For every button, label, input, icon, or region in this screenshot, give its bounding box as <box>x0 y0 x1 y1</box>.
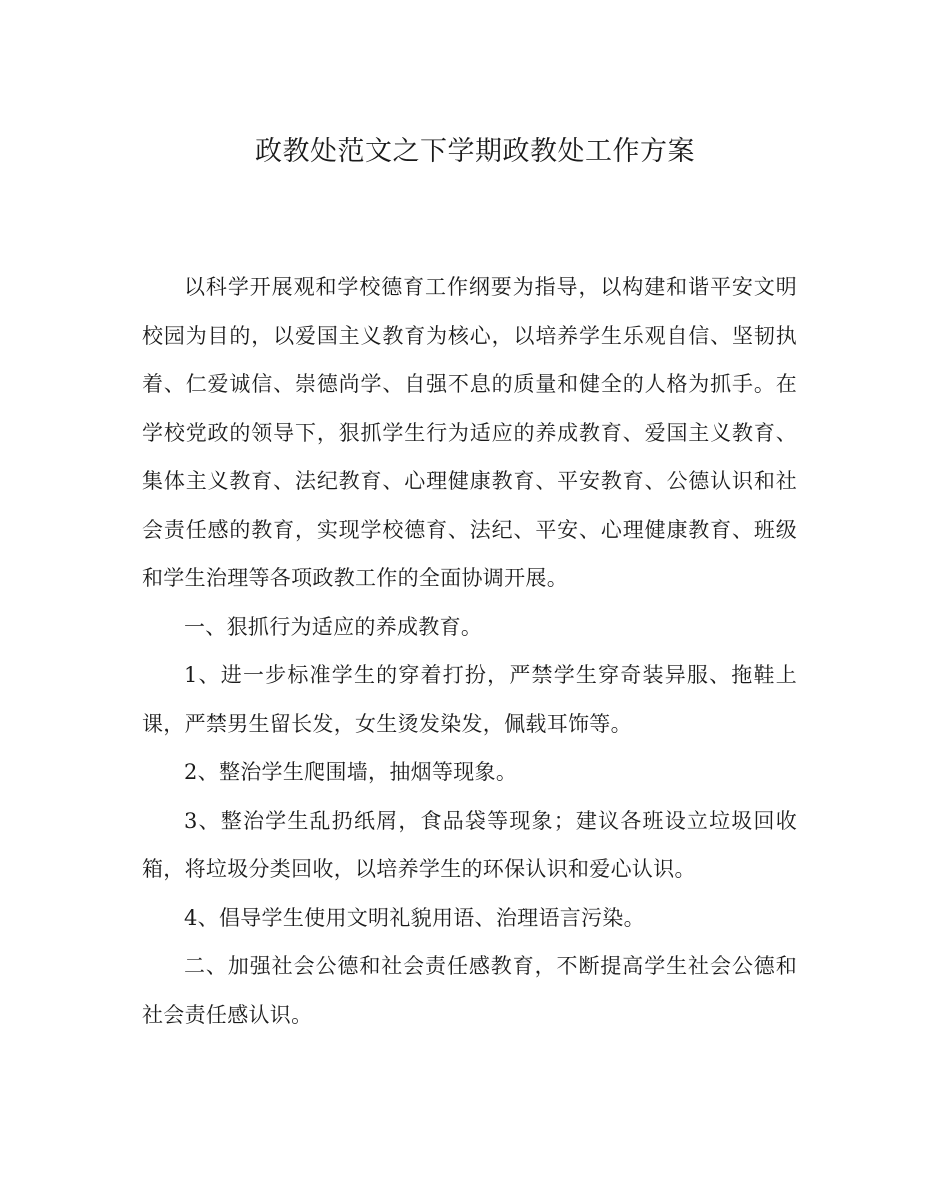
document-title: 政教处范文之下学期政教处工作方案 <box>255 136 695 167</box>
paragraph-intro: 以科学开展观和学校德育工作纲要为指导，以构建和谐平安文明校园为目的，以爱国主义教育为核心，以培养学生乐观自信、坚韧执着、仁爱诚信、崇德尚学、自强不息的质量和健全的人格为抓手。在学校党政的领导下，狠抓学生行为适应的养成教育、爱国主义教育、集体主义教育、法纪教育、心理健康教育、平安教育、公德认识和社会责任感的教育，实现学校德育、法纪、平安、心理健康教育、班级和学生治理等各项政教工作的全面协调开展。 <box>142 275 797 590</box>
section-heading-1: 一、狠抓行为适应的养成教育。 <box>184 614 483 639</box>
list-item-1: 1、进一步标准学生的穿着打扮，严禁学生穿奇装异服、拖鞋上课，严禁男生留长发，女生烫发染发，佩载耳饰等。 <box>142 663 797 736</box>
section-heading-2: 二、加强社会公德和社会责任感教育，不断提高学生社会公德和社会责任感认识。 <box>142 954 797 1027</box>
list-item-4: 4、倡导学生使用文明礼貌用语、治理语言污染。 <box>184 905 645 930</box>
list-item-3: 3、整治学生乱扔纸屑，食品袋等现象；建议各班设立垃圾回收箱，将垃圾分类回收，以培养学生的环保认识和爱心认识。 <box>142 808 797 881</box>
list-item-2: 2、整治学生爬围墙，抽烟等现象。 <box>184 760 518 784</box>
document-body <box>142 263 797 1039</box>
